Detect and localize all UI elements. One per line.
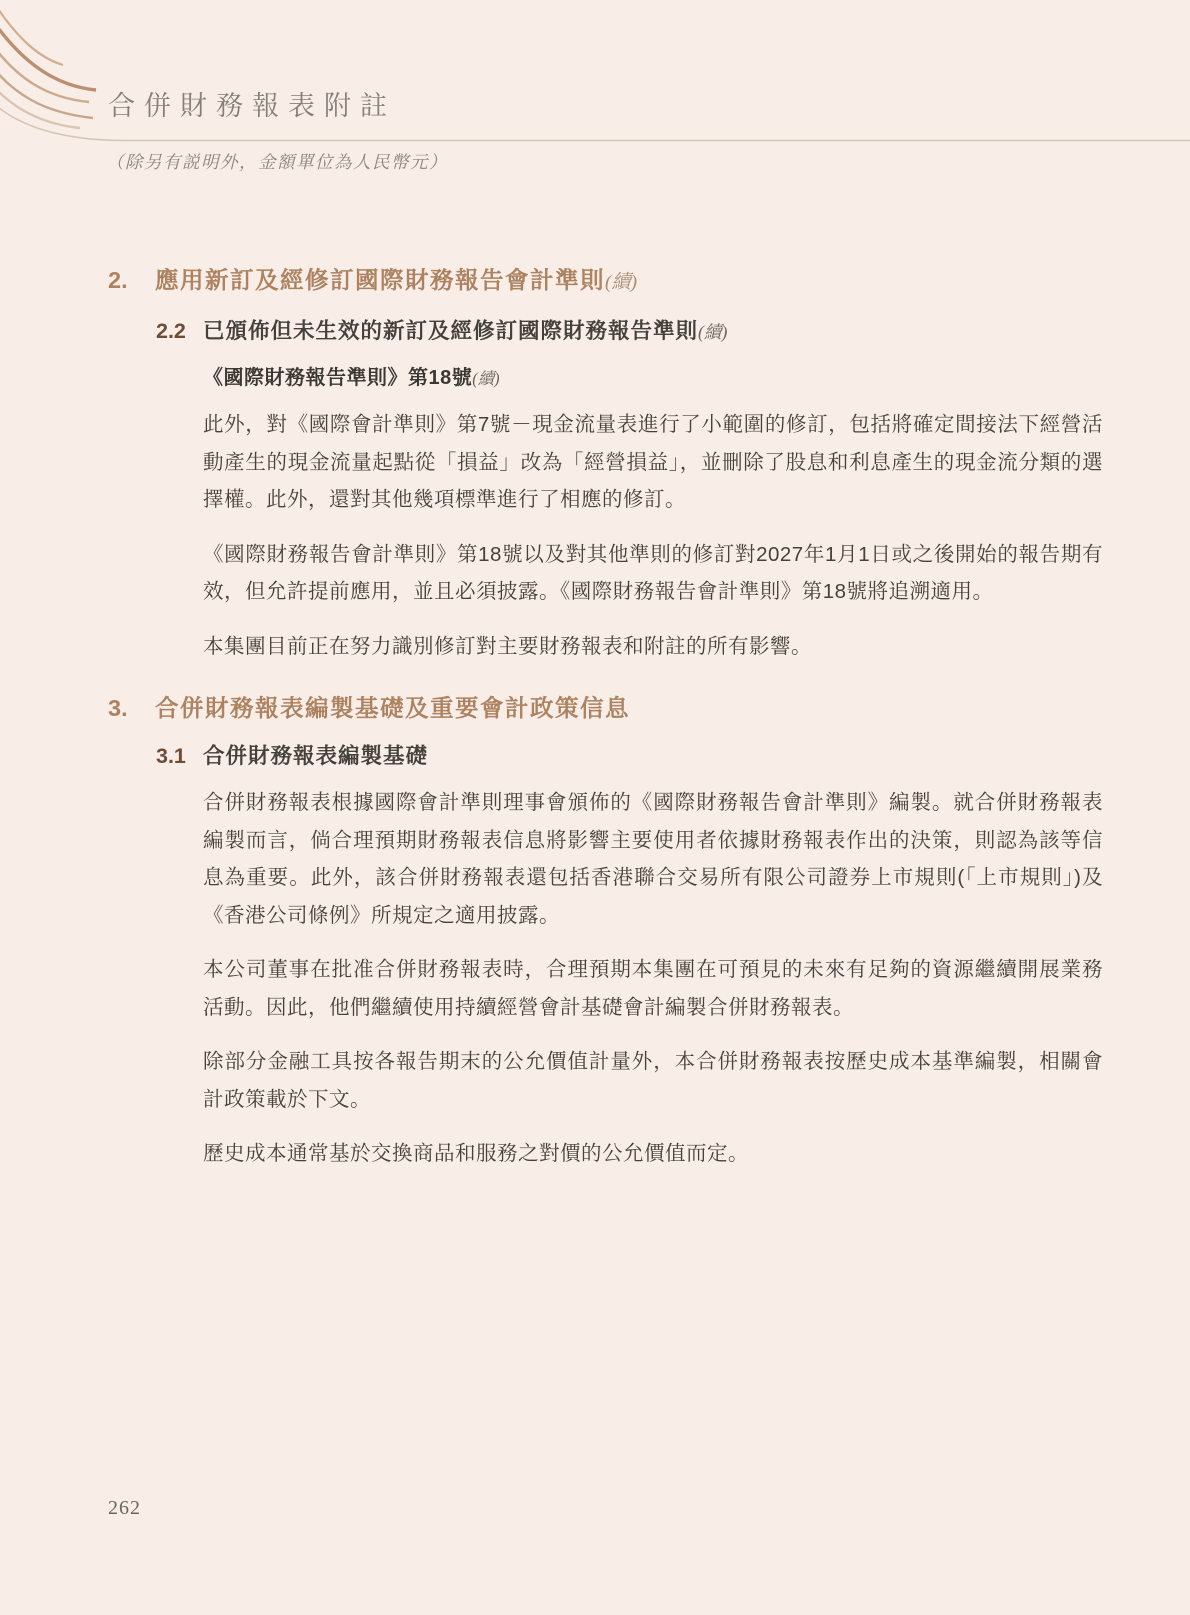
section-3-heading <box>108 692 1103 724</box>
ifrs18-minor-heading: 《國際財務報告準則》第18號(續) <box>203 367 500 389</box>
section-3-number: 3. <box>108 695 128 721</box>
section-3-title: 合併財務報表編製基礎及重要會計政策信息 <box>155 695 630 721</box>
paragraph: 合併財務報表根據國際會計準則理事會頒佈的《國際財務報告會計準則》編製。就合併財務報表編製而言，倘合理預期財務報表信息將影響主要使用者依據財務報表作出的決策，則認為該等信息為重要。此外，該合併財務報表還包括香港聯合交易所有限公司證券上市規則(「上市規則」)及《香港公司條例》所規定之適用披露。 <box>203 791 1103 927</box>
paragraph: 本公司董事在批准合併財務報表時，合理預期本集團在可預見的未來有足夠的資源繼續開展業務活動。因此，他們繼續使用持續經營會計基礎會計編製合併財務報表。 <box>203 958 1103 1019</box>
section-2-heading <box>108 264 1103 299</box>
paragraph: 本集團目前正在努力識別修訂對主要財務報表和附註的所有影響。 <box>203 634 812 658</box>
subsection-3-1-title: 合併財務報表編製基礎 <box>203 744 429 768</box>
subsection-2-2-continued-marker: (續) <box>698 322 728 342</box>
subsection-3-1-number: 3.1 <box>156 744 186 768</box>
page-title: 合併財務報表附註 <box>108 91 396 121</box>
subsection-2-2-heading <box>156 316 1103 347</box>
paragraph: 《國際財務報告會計準則》第18號以及對其他準則的修訂對2027年1月1日或之後開始的報告期有效，但允許提前應用，並且必須披露。《國際財務報告會計準則》第18號將追溯適用。 <box>203 542 1103 603</box>
paragraph: 除部分金融工具按各報告期末的公允價值計量外，本合併財務報表按歷史成本基準編製，相關會計政策載於下文。 <box>203 1050 1103 1111</box>
subsection-3-1-heading <box>156 741 1103 771</box>
section-2-continued-marker: (續) <box>605 272 638 293</box>
paragraph: 歷史成本通常基於交換商品和服務之對價的公允價值而定。 <box>203 1142 749 1165</box>
ifrs18-continued-marker: (續) <box>472 369 500 388</box>
page-number: 262 <box>108 1497 141 1519</box>
section-2-title: 應用新訂及經修訂國際財務報告會計準則(續) <box>155 267 638 293</box>
section-2-number: 2. <box>108 267 128 293</box>
subsection-2-2-title: 已頒佈但未生效的新訂及經修訂國際財務報告準則(續) <box>203 319 728 343</box>
page-subtitle: （除另有説明外，金額單位為人民幣元） <box>106 152 448 172</box>
notes-content <box>108 264 1103 1190</box>
paragraph: 此外，對《國際會計準則》第7號－現金流量表進行了小範圍的修訂，包括將確定間接法下經營活動產生的現金流量起點從「損益」改為「經營損益」，並刪除了股息和利息產生的現金流分類的選擇權。此外，還對其他幾項標準進行了相應的修訂。 <box>203 413 1103 511</box>
section-3-paragraphs <box>203 784 1103 1173</box>
subsection-2-2-number: 2.2 <box>156 319 186 343</box>
section-2-paragraphs <box>203 406 1103 665</box>
